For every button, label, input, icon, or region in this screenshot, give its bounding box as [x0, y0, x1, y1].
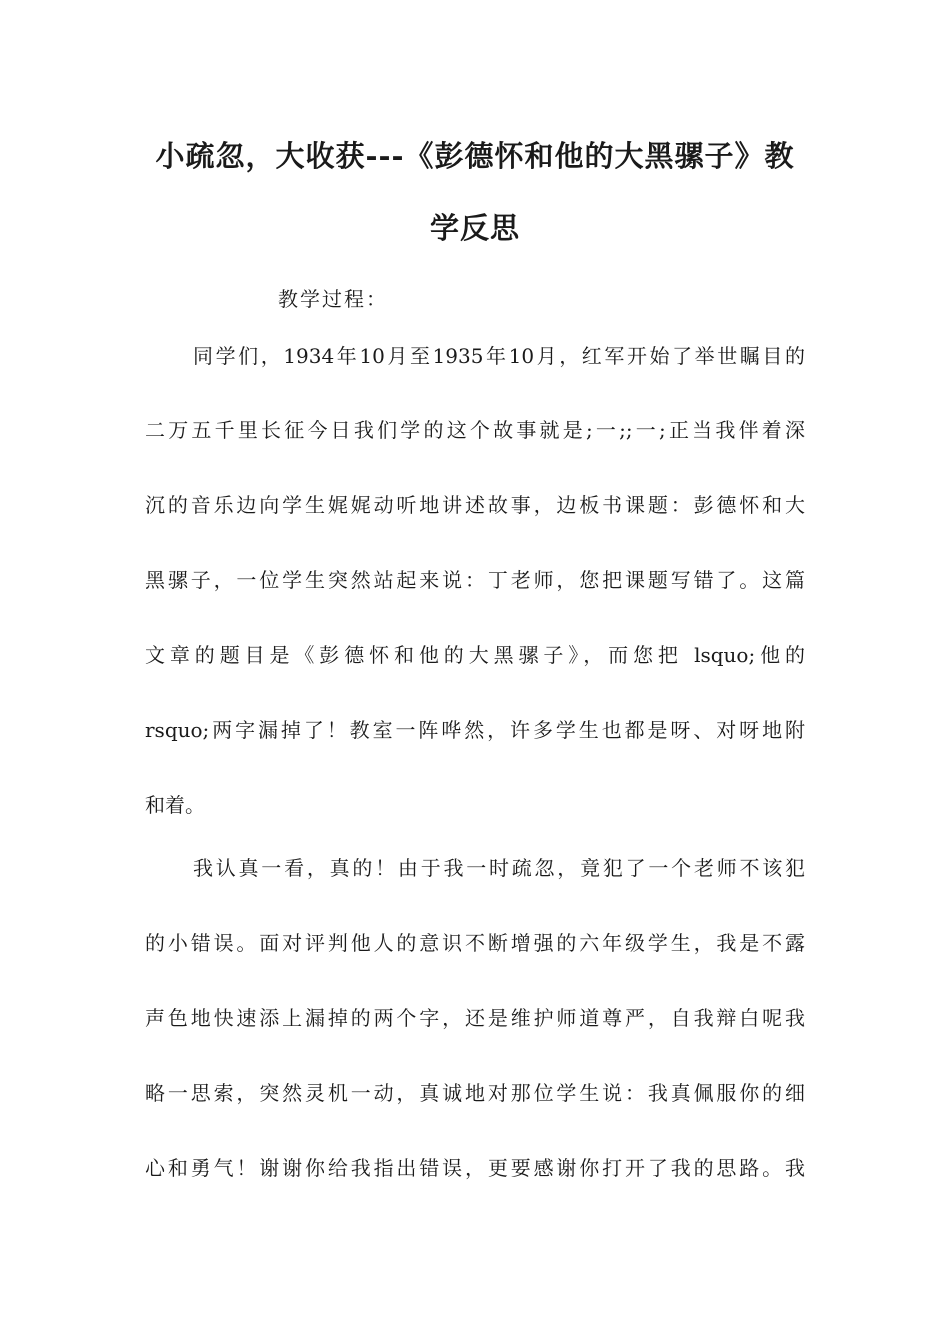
- paragraph-line: 心和勇气！谢谢你给我指出错误，更要感谢你打开了我的思路。我: [145, 1156, 805, 1180]
- document-title-line-2: 学反思: [429, 211, 520, 245]
- paragraph-line: 我认真一看，真的！由于我一时疏忽，竟犯了一个老师不该犯: [193, 856, 805, 880]
- paragraph-line: 沉的音乐边向学生娓娓动听地讲述故事，边板书课题：彭德怀和大: [145, 493, 805, 517]
- paragraph-line: 的小错误。面对评判他人的意识不断增强的六年级学生，我是不露: [145, 931, 805, 955]
- paragraph-line: 和着。: [145, 793, 205, 817]
- paragraph-line: 声色地快速添上漏掉的两个字，还是维护师道尊严，自我辩白呢我: [145, 1006, 805, 1030]
- section-label: 教学过程：: [278, 287, 388, 311]
- paragraph-line: 二万五千里长征今日我们学的这个故事就是;一;;一;正当我伴着深: [145, 418, 805, 442]
- paragraph-line: 同学们，1934年10月至1935年10月，红军开始了举世瞩目的: [193, 344, 805, 368]
- paragraph-line: 黑骡子，一位学生突然站起来说：丁老师，您把课题写错了。这篇: [145, 568, 805, 592]
- document-title-line-1: 小疏忽，大收获---《彭德怀和他的大黑骡子》教: [155, 139, 795, 173]
- paragraph-line: 略一思索，突然灵机一动，真诚地对那位学生说：我真佩服你的细: [145, 1081, 805, 1105]
- paragraph-line: rsquo;两字漏掉了！教室一阵哗然，许多学生也都是呀、对呀地附: [145, 718, 805, 742]
- paragraph-line: 文章的题目是《彭德怀和他的大黑骡子》，而您把 lsquo;他的: [145, 643, 805, 667]
